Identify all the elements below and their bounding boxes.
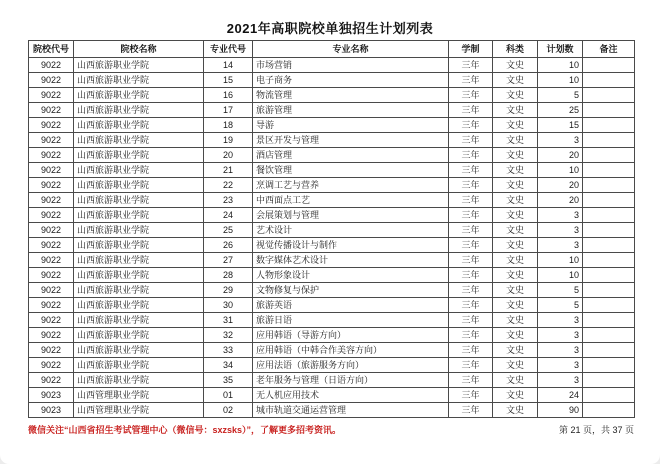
- table-cell: 文史: [493, 358, 538, 373]
- table-row: [29, 343, 635, 358]
- table-cell: 9022: [29, 133, 74, 148]
- table-cell: 城市轨道交通运营管理: [253, 403, 449, 418]
- table-cell: 三年: [449, 118, 493, 133]
- table-cell: 文史: [493, 253, 538, 268]
- table-cell: 三年: [449, 58, 493, 73]
- table-cell: 山西旅游职业学院: [74, 58, 204, 73]
- table-cell: 文史: [493, 298, 538, 313]
- table-cell: 文史: [493, 133, 538, 148]
- table-cell: 视觉传播设计与制作: [253, 238, 449, 253]
- table-cell: 山西旅游职业学院: [74, 133, 204, 148]
- table-cell: 三年: [449, 88, 493, 103]
- table-cell: 三年: [449, 358, 493, 373]
- table-cell: 旅游英语: [253, 298, 449, 313]
- table-cell: 文史: [493, 58, 538, 73]
- table-cell: 25: [204, 223, 253, 238]
- column-header: 备注: [583, 41, 635, 58]
- table-cell: [583, 118, 635, 133]
- table-cell: 90: [538, 403, 583, 418]
- table-cell: 市场营销: [253, 58, 449, 73]
- table-cell: 山西旅游职业学院: [74, 283, 204, 298]
- table-cell: 24: [204, 208, 253, 223]
- table-cell: 人物形象设计: [253, 268, 449, 283]
- table-cell: 会展策划与管理: [253, 208, 449, 223]
- column-header: 计划数: [538, 41, 583, 58]
- table-cell: [583, 253, 635, 268]
- table-cell: [583, 358, 635, 373]
- table-row: [29, 358, 635, 373]
- table-cell: 艺术设计: [253, 223, 449, 238]
- table-cell: 文史: [493, 208, 538, 223]
- column-header: 学制: [449, 41, 493, 58]
- table-cell: 文史: [493, 283, 538, 298]
- table-cell: 15: [538, 118, 583, 133]
- table-cell: 文史: [493, 88, 538, 103]
- table-cell: 10: [538, 73, 583, 88]
- table-cell: 9022: [29, 208, 74, 223]
- table-cell: 文史: [493, 148, 538, 163]
- table-cell: 文史: [493, 163, 538, 178]
- page-footer: [28, 423, 634, 436]
- table-cell: [583, 223, 635, 238]
- table-cell: 10: [538, 163, 583, 178]
- table-cell: 3: [538, 238, 583, 253]
- table-cell: 9022: [29, 178, 74, 193]
- table-cell: 14: [204, 58, 253, 73]
- table-cell: 02: [204, 403, 253, 418]
- table-cell: [583, 103, 635, 118]
- table-cell: 山西旅游职业学院: [74, 343, 204, 358]
- table-cell: 9022: [29, 373, 74, 388]
- table-cell: 文史: [493, 313, 538, 328]
- table-cell: 导游: [253, 118, 449, 133]
- table-cell: 文史: [493, 328, 538, 343]
- table-cell: 18: [204, 118, 253, 133]
- table-cell: [583, 88, 635, 103]
- table-cell: 山西管理职业学院: [74, 388, 204, 403]
- table-cell: 山西旅游职业学院: [74, 88, 204, 103]
- table-cell: 9023: [29, 403, 74, 418]
- table-cell: 文史: [493, 103, 538, 118]
- table-cell: [583, 193, 635, 208]
- table-cell: 20: [538, 193, 583, 208]
- table-cell: 电子商务: [253, 73, 449, 88]
- table-cell: 9022: [29, 313, 74, 328]
- table-row: [29, 328, 635, 343]
- table-cell: 文史: [493, 118, 538, 133]
- table-row: [29, 73, 635, 88]
- table-row: [29, 193, 635, 208]
- table-cell: 3: [538, 208, 583, 223]
- table-cell: 9022: [29, 343, 74, 358]
- table-cell: 25: [538, 103, 583, 118]
- table-cell: 9023: [29, 388, 74, 403]
- table-cell: 24: [538, 388, 583, 403]
- table-row: [29, 403, 635, 418]
- table-cell: 3: [538, 373, 583, 388]
- table-cell: 山西旅游职业学院: [74, 163, 204, 178]
- table-cell: 三年: [449, 373, 493, 388]
- table-cell: 三年: [449, 403, 493, 418]
- table-cell: 三年: [449, 268, 493, 283]
- table-cell: 5: [538, 88, 583, 103]
- table-cell: 3: [538, 223, 583, 238]
- table-cell: 山西旅游职业学院: [74, 223, 204, 238]
- table-cell: [583, 388, 635, 403]
- table-cell: 三年: [449, 208, 493, 223]
- table-cell: [583, 178, 635, 193]
- table-cell: 9022: [29, 73, 74, 88]
- table-cell: 三年: [449, 163, 493, 178]
- table-cell: 29: [204, 283, 253, 298]
- table-cell: 19: [204, 133, 253, 148]
- table-cell: 3: [538, 133, 583, 148]
- table-cell: 20: [204, 148, 253, 163]
- table-cell: 山西旅游职业学院: [74, 298, 204, 313]
- table-cell: 9022: [29, 163, 74, 178]
- table-cell: 山西旅游职业学院: [74, 358, 204, 373]
- table-cell: 山西旅游职业学院: [74, 148, 204, 163]
- table-cell: 30: [204, 298, 253, 313]
- table-cell: [583, 343, 635, 358]
- table-cell: 20: [538, 178, 583, 193]
- table-cell: 10: [538, 268, 583, 283]
- table-cell: 山西旅游职业学院: [74, 118, 204, 133]
- table-row: [29, 388, 635, 403]
- table-cell: 三年: [449, 178, 493, 193]
- table-cell: [583, 133, 635, 148]
- column-header: 专业名称: [253, 41, 449, 58]
- table-row: [29, 163, 635, 178]
- table-row: [29, 208, 635, 223]
- table-cell: 应用法语（旅游服务方向）: [253, 358, 449, 373]
- table-cell: 文史: [493, 388, 538, 403]
- table-cell: 山西旅游职业学院: [74, 208, 204, 223]
- table-cell: 山西旅游职业学院: [74, 73, 204, 88]
- table-cell: 9022: [29, 193, 74, 208]
- table-header-row: [29, 41, 635, 58]
- table-cell: 9022: [29, 253, 74, 268]
- table-cell: 32: [204, 328, 253, 343]
- table-cell: 三年: [449, 223, 493, 238]
- table-cell: 山西旅游职业学院: [74, 313, 204, 328]
- table-cell: 三年: [449, 148, 493, 163]
- table-cell: 22: [204, 178, 253, 193]
- table-row: [29, 238, 635, 253]
- column-header: 院校代号: [29, 41, 74, 58]
- table-cell: 物流管理: [253, 88, 449, 103]
- table-cell: 旅游管理: [253, 103, 449, 118]
- table-cell: 15: [204, 73, 253, 88]
- table-row: [29, 253, 635, 268]
- table-cell: 应用韩语（导游方向）: [253, 328, 449, 343]
- table-cell: 文史: [493, 343, 538, 358]
- table-cell: 9022: [29, 358, 74, 373]
- table-cell: 三年: [449, 73, 493, 88]
- enrollment-plan-table: [28, 40, 635, 418]
- table-row: [29, 133, 635, 148]
- table-cell: 三年: [449, 328, 493, 343]
- table-row: [29, 268, 635, 283]
- table-row: [29, 298, 635, 313]
- table-cell: [583, 238, 635, 253]
- table-cell: 三年: [449, 313, 493, 328]
- table-cell: 34: [204, 358, 253, 373]
- table-cell: 三年: [449, 133, 493, 148]
- table-cell: 3: [538, 328, 583, 343]
- table-cell: 三年: [449, 103, 493, 118]
- table-cell: 31: [204, 313, 253, 328]
- table-cell: [583, 208, 635, 223]
- table-cell: 21: [204, 163, 253, 178]
- table-cell: 旅游日语: [253, 313, 449, 328]
- table-cell: [583, 298, 635, 313]
- table-cell: 餐饮管理: [253, 163, 449, 178]
- table-cell: 景区开发与管理: [253, 133, 449, 148]
- table-cell: [583, 328, 635, 343]
- table-cell: [583, 283, 635, 298]
- table-row: [29, 148, 635, 163]
- table-row: [29, 118, 635, 133]
- table-cell: 3: [538, 343, 583, 358]
- table-cell: 9022: [29, 283, 74, 298]
- table-cell: 01: [204, 388, 253, 403]
- table-cell: 山西旅游职业学院: [74, 238, 204, 253]
- table-cell: 9022: [29, 148, 74, 163]
- column-header: 科类: [493, 41, 538, 58]
- table-cell: 文史: [493, 238, 538, 253]
- table-cell: 3: [538, 358, 583, 373]
- table-cell: 17: [204, 103, 253, 118]
- table-row: [29, 313, 635, 328]
- table-cell: 9022: [29, 268, 74, 283]
- table-row: [29, 178, 635, 193]
- table-cell: 10: [538, 253, 583, 268]
- table-cell: [583, 73, 635, 88]
- table-cell: 27: [204, 253, 253, 268]
- table-cell: 中西面点工艺: [253, 193, 449, 208]
- table-cell: 9022: [29, 328, 74, 343]
- table-row: [29, 373, 635, 388]
- table-cell: 文史: [493, 268, 538, 283]
- table-cell: 3: [538, 313, 583, 328]
- table-cell: 老年服务与管理（日语方向）: [253, 373, 449, 388]
- table-cell: 20: [538, 148, 583, 163]
- table-cell: 文史: [493, 73, 538, 88]
- table-cell: 文史: [493, 223, 538, 238]
- table-cell: 山西旅游职业学院: [74, 328, 204, 343]
- table-cell: 无人机应用技术: [253, 388, 449, 403]
- table-cell: 35: [204, 373, 253, 388]
- table-cell: 三年: [449, 283, 493, 298]
- table-cell: 酒店管理: [253, 148, 449, 163]
- table-cell: 9022: [29, 223, 74, 238]
- table-cell: 应用韩语（中韩合作美容方向）: [253, 343, 449, 358]
- table-row: [29, 223, 635, 238]
- table-cell: 山西旅游职业学院: [74, 103, 204, 118]
- table-cell: [583, 313, 635, 328]
- table-cell: 28: [204, 268, 253, 283]
- table-row: [29, 103, 635, 118]
- table-cell: 数字媒体艺术设计: [253, 253, 449, 268]
- table-cell: 文史: [493, 193, 538, 208]
- table-cell: 5: [538, 298, 583, 313]
- table-row: [29, 58, 635, 73]
- table-cell: 三年: [449, 238, 493, 253]
- table-cell: 9022: [29, 103, 74, 118]
- table-row: [29, 88, 635, 103]
- table-cell: 9022: [29, 238, 74, 253]
- table-cell: 16: [204, 88, 253, 103]
- table-cell: 9022: [29, 298, 74, 313]
- table-cell: 23: [204, 193, 253, 208]
- table-cell: [583, 403, 635, 418]
- table-cell: 9022: [29, 118, 74, 133]
- table-cell: 文史: [493, 178, 538, 193]
- table-cell: 文史: [493, 403, 538, 418]
- table-cell: 三年: [449, 193, 493, 208]
- table-cell: 5: [538, 283, 583, 298]
- table-cell: 山西旅游职业学院: [74, 373, 204, 388]
- table-cell: 山西旅游职业学院: [74, 193, 204, 208]
- table-cell: 山西管理职业学院: [74, 403, 204, 418]
- table-cell: 山西旅游职业学院: [74, 268, 204, 283]
- wechat-notice: 微信关注“山西省招生考试管理中心（微信号：sxzsks）”，了解更多招考资讯。: [28, 425, 342, 435]
- table-row: [29, 283, 635, 298]
- table-cell: 9022: [29, 58, 74, 73]
- table-cell: 文物修复与保护: [253, 283, 449, 298]
- table-cell: 26: [204, 238, 253, 253]
- table-cell: [583, 58, 635, 73]
- page-number: 第 21 页，共 37 页: [558, 425, 634, 435]
- table-cell: [583, 268, 635, 283]
- table-cell: 三年: [449, 343, 493, 358]
- table-cell: 33: [204, 343, 253, 358]
- table-cell: 三年: [449, 253, 493, 268]
- page-title: 2021年高职院校单独招生计划列表: [226, 21, 434, 36]
- table-cell: 文史: [493, 373, 538, 388]
- table-cell: 三年: [449, 298, 493, 313]
- table-cell: [583, 148, 635, 163]
- table-cell: 山西旅游职业学院: [74, 178, 204, 193]
- table-cell: 烹调工艺与营养: [253, 178, 449, 193]
- column-header: 专业代号: [204, 41, 253, 58]
- column-header: 院校名称: [74, 41, 204, 58]
- table-cell: 10: [538, 58, 583, 73]
- table-cell: 三年: [449, 388, 493, 403]
- table-cell: [583, 163, 635, 178]
- table-cell: 9022: [29, 88, 74, 103]
- table-cell: [583, 373, 635, 388]
- table-cell: 山西旅游职业学院: [74, 253, 204, 268]
